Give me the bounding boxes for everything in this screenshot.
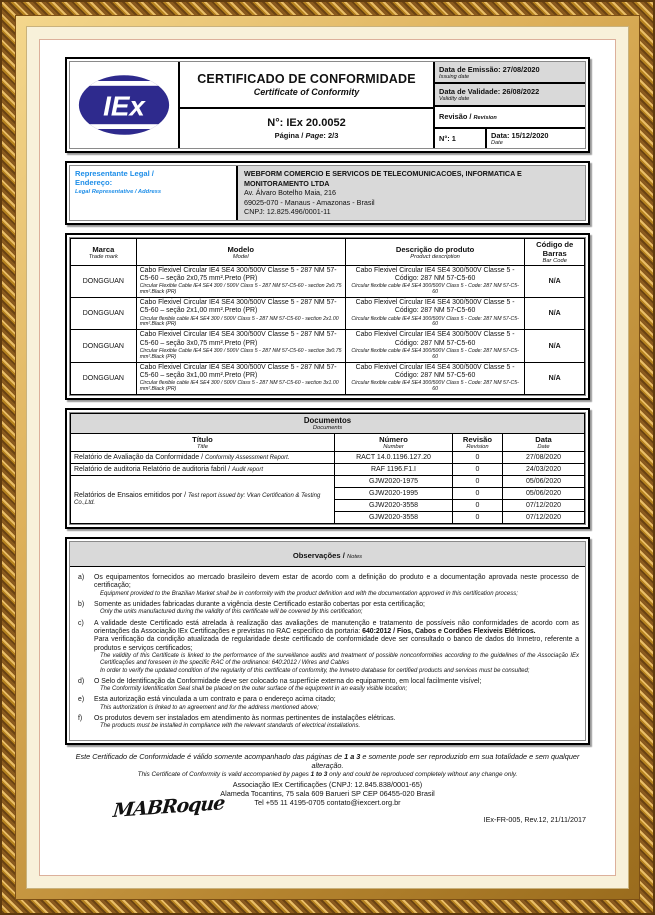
revision-date: Data: 15/12/2020 Date: [491, 130, 549, 146]
product-brand: DONGGUAN: [71, 266, 137, 298]
iex-logo-text: IEx: [103, 90, 145, 122]
signature: MABRoque: [111, 791, 226, 822]
document-row: GJW2020-3558 0 07/12/2020: [71, 511, 585, 523]
document-row: GJW2020-1995 0 05/06/2020: [71, 487, 585, 499]
product-model: Cabo Flexivel Circular IE4 SE4 300/500V Classe 5 - 287 NM 57-C5-60 – seção 2x1,00 mm².Preto (PR): [139, 299, 337, 315]
products-table: [70, 238, 585, 395]
certificate-title-en: Certificate of Conformity: [253, 87, 360, 98]
certificate-page: [39, 39, 616, 876]
note-b: b) Somente as unidades fabricadas durante a vigência deste Certificado estarão cobertas por esta certificação; Only the units manufactured during the validity of this certificate will be covered by this certification;: [78, 600, 425, 616]
revision-row: [435, 129, 585, 148]
iex-logo: [70, 62, 180, 148]
document-row: GJW2020-3558 0 07/12/2020: [71, 499, 585, 511]
representative-details: [238, 166, 585, 220]
product-row: DONGGUAN Cabo Flexivel Circular IE4 SE4 300/500V Classe 5 - 287 NM 57-C5-60 – seção 3x1,00 mm².Preto (PR) Circular flexible cable IE4 SE4 300 / 500V Class 5 - 287 NM 57-C5-60 - section 3x1.00 mm².Black (PR) Cabo Flexivel Circular IE4 SE4 300/500V Classe 5 - Código: 287 NM 57-C5-60 Circular flexible cable IE4 SE4 300/500V Class 5 - Code: 287 NM 57-C5-60 N/A: [71, 362, 585, 394]
issuing-date: Data de Emissão: 27/08/2020 Issuing date: [435, 62, 585, 84]
product-description: Cabo Flexivel Circular IE4 SE4 300/500V Classe 5 - Código: 287 NM 57-C5-60: [355, 267, 515, 283]
product-barcode: N/A: [525, 362, 585, 394]
validity-date: Data de Validade: 26/08/2022 Validity date: [435, 84, 585, 106]
documents-title: Documentos Documents: [71, 413, 585, 433]
company-cnpj: CNPJ: 12.825.496/0001-11: [244, 207, 331, 216]
issuer-address: Alameda Tocantins, 75 sala 609 Barueri SP CEP 06455-020 Brasil: [220, 788, 435, 798]
document-row: Relatório de Avaliação da Conformidade / Conformity Assessment Report. RACT 14.0.1196.127.20 0 27/08/2020: [71, 451, 585, 463]
product-brand: DONGGUAN: [71, 362, 137, 394]
certificate-title: CERTIFICADO DE CONFORMIDADE: [197, 72, 416, 87]
issuer-phone: Tel +55 11 4195-0705 contato@iexcert.org.br: [254, 797, 401, 807]
legal-representative-box: [65, 161, 590, 225]
page-indicator: Página / Page: 2/3: [274, 131, 339, 141]
document-row: Relatórios de Ensaios emitidos por / Test report issued by: Vkan Certification & Testing Co.,Ltd. GJW2020-1975 0 05/06/2020: [71, 475, 585, 487]
header-box: [65, 57, 590, 153]
note-e: e) Esta autorização está vinculada a um contrato e para o endereço acima citado; This authorization is linked to an agreement and for the address mentioned above;: [78, 696, 336, 711]
products-box: [65, 233, 590, 400]
note-c: c) A validade deste Certificado está atrelada à realização das avaliações de manutenção e tratamento de possíveis não conformidades de acordo com as orientações da Associação IEx Certificações e previstas no RAC especifico da portaria: 640:2012 / Fios, Cabos e Cordões Flexiveis Elétricos. Para verificação da condição atualizada de regularidade deste certificado de conformidade deve ser consultado o banco de dados do Inmetro, referente a produtos e serviços certificados; The validity of this Certificate is linked to the performance of the surveillance audits and treatment of possible nonconformities according to the guidelines of the Associação IEx Certificações and foreseen in the specific RAC of the ordinance: 640:2012 / Wires and Cables In order to verify the updated condition of the regularity of this certificate of conformity, the Inmetro database for certified products and services must be consulted;: [78, 619, 579, 674]
notes-box: [65, 537, 590, 745]
company-address-line1: Av. Álvaro Botelho Maia, 216: [244, 188, 337, 197]
revision-number: N°: 1: [435, 129, 487, 148]
company-name: WEBFORM COMERCIO E SERVICOS DE TELECOMUNICACOES, INFORMATICA E MONITORAMENTO LTDA: [244, 169, 522, 188]
form-reference: IEx-FR-005, Rev.12, 21/11/2017: [483, 814, 586, 824]
note-a: a) Os equipamentos fornecidos ao mercado brasileiro devem estar de acordo com a definição do produto e a documentação aprovada neste processo de certificação; Equipment provided to the Brazilian Market shall be in conformity with the product definition and with the documentation approved in this certification process;: [78, 573, 579, 597]
product-row: DONGGUAN Cabo Flexivel Circular IE4 SE4 300/500V Classe 5 - 287 NM 57-C5-60 – seção 2x1,00 mm².Preto (PR) Circular flexible cable IE4 SE4 300 / 500V Class 5 - 287 NM 57-C5-60 - section 2x1.00 mm².Black (PR) Cabo Flexivel Circular IE4 SE4 300/500V Classe 5 - Código: 287 NM 57-C5-60 Circular flexible cable IE4 SE4 300/500V Class 5 - Code: 287 NM 57-C5-60 N/A: [71, 298, 585, 330]
validity-statement-en: This Certificate of Conformity is valid accompanied by pages 1 to 3 only and could be reproduced completely without any change only.: [137, 770, 518, 778]
footer: [65, 752, 590, 824]
product-row: DONGGUAN Cabo Flexivel Circular IE4 SE4 300/500V Classe 5 - 287 NM 57-C5-60 – seção 2x0,75 mm².Preto (PR) Circular Flexible Cable IE4 SE4 300 / 500V Class 5 - 287 NM 57-C5-60 - section 2x0.75 mm².Black (PR) Cabo Flexivel Circular IE4 SE4 300/500V Classe 5 - Código: 287 NM 57-C5-60 Circular flexible cable IE4 SE4 300/500V Class 5 - Code: 287 NM 57-C5-60 N/A: [71, 266, 585, 298]
product-barcode: N/A: [525, 266, 585, 298]
product-description: Cabo Flexivel Circular IE4 SE4 300/500V Classe 5 - Código: 287 NM 57-C5-60: [355, 299, 515, 315]
revision-label: Revisão / Revision: [435, 107, 585, 129]
product-description: Cabo Flexivel Circular IE4 SE4 300/500V Classe 5 - Código: 287 NM 57-C5-60: [355, 363, 515, 379]
documents-header-row: Título Title Número Number Revisão Revision Data Date: [71, 433, 585, 451]
product-model: Cabo Flexivel Circular IE4 SE4 300/500V Classe 5 - 287 NM 57-C5-60 – seção 2x0,75 mm².Preto (PR): [139, 267, 337, 283]
documents-table: [70, 413, 585, 524]
product-model: Cabo Flexivel Circular IE4 SE4 300/500V Classe 5 - 287 NM 57-C5-60 – seção 3x1,00 mm².Preto (PR): [139, 363, 337, 379]
product-barcode: N/A: [525, 298, 585, 330]
certificate-number: N°: IEx 20.0052: [267, 117, 346, 130]
product-brand: DONGGUAN: [71, 330, 137, 362]
documents-box: [65, 408, 590, 529]
product-model: Cabo Flexivel Circular IE4 SE4 300/500V Classe 5 - 287 NM 57-C5-60 – seção 3x0,75 mm².Preto (PR): [139, 331, 337, 347]
company-address-line2: 69025-070 - Manaus - Amazonas - Brasil: [244, 197, 375, 207]
note-f: f) Os produtos devem ser instalados em atendimento às normas pertinentes de instalações elétricas. The products must be installed in compliance with the relevant standards of electrical installations.: [78, 714, 396, 730]
products-header-row: Marca Trade mark Modelo Model Descrição do produto Product description Código de Barras Bar Code: [71, 239, 585, 266]
iex-logo-icon: [76, 73, 172, 137]
note-d: d) O Selo de Identificação da Conformidade deve ser colocado na superfície externa do equipamento, em local facilmente visível; The Conformity Identification Seal shall be placed on the outer surface of the equipment in an easily visible location;: [78, 677, 482, 693]
product-row: DONGGUAN Cabo Flexivel Circular IE4 SE4 300/500V Classe 5 - 287 NM 57-C5-60 – seção 3x0,75 mm².Preto (PR) Circular Flexible Cable IE4 SE4 300 / 500V Class 5 - 287 NM 57-C5-60 - section 3x0.75 mm².Black (PR) Cabo Flexivel Circular IE4 SE4 300/500V Classe 5 - Código: 287 NM 57-C5-60 Circular flexible cable IE4 SE4 300/500V Class 5 - Code: 287 NM 57-C5-60 N/A: [71, 330, 585, 362]
validity-statement: Este Certificado de Conformidade é válido somente acompanhado das páginas de 1 a 3 e somente pode ser reproduzido em sua totalidade e sem qualquer alteração.: [75, 751, 580, 771]
document-row: Relatório de auditoria Relatório de auditoria fabril / Audit report RAF 1196.F1.I 0 24/03/2020: [71, 463, 585, 475]
notes-title: Observações / Notes: [70, 542, 585, 567]
representative-label: Representante Legal / Endereço: Legal Representative / Address: [70, 166, 238, 220]
test-reports-label: Relatórios de Ensaios emitidos por / Test report issued by: Vkan Certification & Testing Co.,Ltd.: [71, 475, 335, 523]
product-brand: DONGGUAN: [71, 298, 137, 330]
issuer-name: Associação IEx Certificações (CNPJ: 12.845.838/0001-65): [232, 779, 423, 789]
product-description: Cabo Flexivel Circular IE4 SE4 300/500V Classe 5 - Código: 287 NM 57-C5-60: [355, 331, 515, 347]
product-barcode: N/A: [525, 330, 585, 362]
